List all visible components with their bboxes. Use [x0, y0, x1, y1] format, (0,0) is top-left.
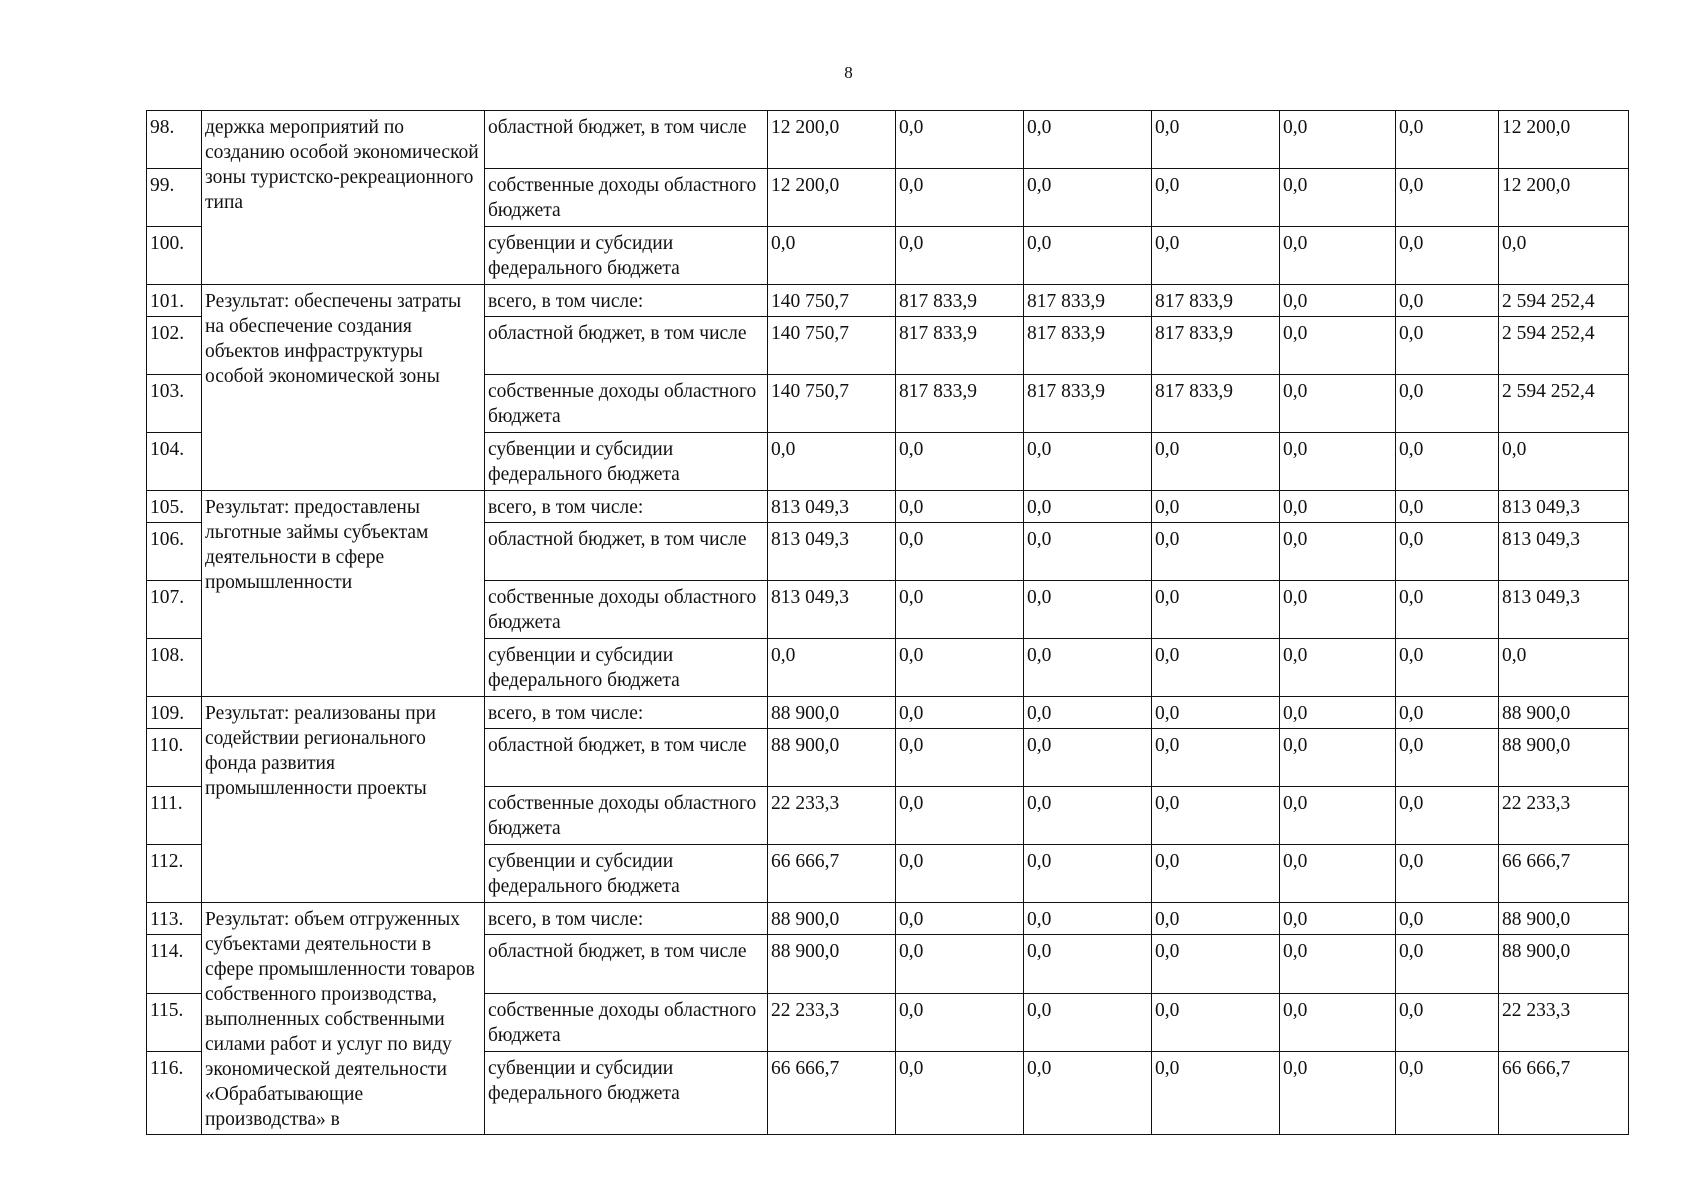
value-cell: 0,0 [1396, 375, 1499, 433]
total-cell: 0,0 [1499, 433, 1629, 491]
funding-source: всего, в том числе: [485, 697, 768, 729]
value-cell: 0,0 [1280, 1052, 1396, 1135]
funding-source: субвенции и субсидии федерального бюджета [485, 1052, 768, 1135]
value-cell: 0,0 [1396, 169, 1499, 227]
value-cell: 0,0 [1396, 845, 1499, 903]
value-cell: 0,0 [768, 639, 896, 697]
value-cell: 813 049,3 [768, 491, 896, 523]
row-number: 115. [147, 993, 202, 1052]
total-cell: 66 666,7 [1499, 845, 1629, 903]
value-cell: 140 750,7 [768, 317, 896, 375]
row-number: 112. [147, 845, 202, 903]
value-cell: 0,0 [1152, 935, 1280, 994]
value-cell: 817 833,9 [1152, 375, 1280, 433]
total-cell: 813 049,3 [1499, 581, 1629, 639]
value-cell: 12 200,0 [768, 111, 896, 169]
row-number: 113. [147, 903, 202, 935]
funding-source: собственные доходы областного бюджета [485, 787, 768, 845]
total-cell: 813 049,3 [1499, 491, 1629, 523]
funding-source: областной бюджет, в том числе [485, 523, 768, 581]
total-cell: 0,0 [1499, 639, 1629, 697]
value-cell: 0,0 [1024, 111, 1152, 169]
row-number: 110. [147, 729, 202, 787]
funding-source: субвенции и субсидии федерального бюджета [485, 227, 768, 285]
value-cell: 817 833,9 [1024, 317, 1152, 375]
value-cell: 0,0 [1396, 317, 1499, 375]
value-cell: 0,0 [896, 111, 1024, 169]
row-description: держка мероприятий по созданию особой экономической зоны туристско-рекреационного типа [202, 111, 485, 285]
funding-source: областной бюджет, в том числе [485, 935, 768, 994]
row-number: 106. [147, 523, 202, 581]
value-cell: 817 833,9 [1024, 285, 1152, 317]
value-cell: 0,0 [1024, 1052, 1152, 1135]
value-cell: 0,0 [1024, 491, 1152, 523]
row-number: 107. [147, 581, 202, 639]
value-cell: 0,0 [896, 581, 1024, 639]
value-cell: 0,0 [896, 729, 1024, 787]
value-cell: 0,0 [1152, 227, 1280, 285]
value-cell: 0,0 [1152, 111, 1280, 169]
value-cell: 813 049,3 [768, 581, 896, 639]
total-cell: 12 200,0 [1499, 169, 1629, 227]
value-cell: 0,0 [1396, 285, 1499, 317]
table-row [147, 111, 1629, 169]
funding-source: всего, в том числе: [485, 491, 768, 523]
total-cell: 88 900,0 [1499, 935, 1629, 994]
row-number: 114. [147, 935, 202, 994]
value-cell: 0,0 [1152, 787, 1280, 845]
row-description: Результат: предоставлены льготные займы субъектам деятельности в сфере промышленности [202, 491, 485, 697]
total-cell: 12 200,0 [1499, 111, 1629, 169]
value-cell: 817 833,9 [1152, 285, 1280, 317]
value-cell: 0,0 [896, 227, 1024, 285]
value-cell: 0,0 [1152, 845, 1280, 903]
funding-source: областной бюджет, в том числе [485, 317, 768, 375]
row-number: 104. [147, 433, 202, 491]
table-row [147, 903, 1629, 935]
value-cell: 0,0 [1280, 433, 1396, 491]
funding-source: субвенции и субсидии федерального бюджета [485, 433, 768, 491]
value-cell: 0,0 [1152, 1052, 1280, 1135]
value-cell: 0,0 [896, 935, 1024, 994]
value-cell: 0,0 [1152, 169, 1280, 227]
total-cell: 813 049,3 [1499, 523, 1629, 581]
row-description: Результат: объем отгруженных субъектами деятельности в сфере промышленности товаров собственного производства, выполненных собственными силами работ и услуг по виду экономической деятельности «Обрабатывающие производства» в [202, 903, 485, 1135]
value-cell: 88 900,0 [768, 935, 896, 994]
funding-source: собственные доходы областного бюджета [485, 581, 768, 639]
value-cell: 0,0 [1396, 729, 1499, 787]
row-number: 102. [147, 317, 202, 375]
value-cell: 817 833,9 [896, 285, 1024, 317]
funding-source: собственные доходы областного бюджета [485, 375, 768, 433]
value-cell: 0,0 [1024, 523, 1152, 581]
total-cell: 88 900,0 [1499, 903, 1629, 935]
value-cell: 0,0 [1396, 787, 1499, 845]
total-cell: 2 594 252,4 [1499, 317, 1629, 375]
value-cell: 0,0 [1396, 935, 1499, 994]
value-cell: 0,0 [1396, 639, 1499, 697]
value-cell: 813 049,3 [768, 523, 896, 581]
value-cell: 0,0 [1024, 729, 1152, 787]
value-cell: 0,0 [1280, 317, 1396, 375]
total-cell: 66 666,7 [1499, 1052, 1629, 1135]
value-cell: 0,0 [1280, 285, 1396, 317]
funding-source: всего, в том числе: [485, 903, 768, 935]
table-row [147, 491, 1629, 523]
value-cell: 66 666,7 [768, 1052, 896, 1135]
value-cell: 140 750,7 [768, 375, 896, 433]
value-cell: 0,0 [1280, 935, 1396, 994]
value-cell: 0,0 [1024, 227, 1152, 285]
row-number: 109. [147, 697, 202, 729]
value-cell: 0,0 [1280, 729, 1396, 787]
budget-table [146, 110, 1629, 1135]
value-cell: 0,0 [1024, 935, 1152, 994]
value-cell: 0,0 [896, 491, 1024, 523]
row-number: 103. [147, 375, 202, 433]
row-number: 108. [147, 639, 202, 697]
funding-source: субвенции и субсидии федерального бюджета [485, 639, 768, 697]
value-cell: 0,0 [896, 523, 1024, 581]
value-cell: 0,0 [1152, 581, 1280, 639]
row-number: 116. [147, 1052, 202, 1135]
funding-source: областной бюджет, в том числе [485, 729, 768, 787]
value-cell: 0,0 [896, 993, 1024, 1052]
value-cell: 0,0 [1280, 227, 1396, 285]
value-cell: 88 900,0 [768, 729, 896, 787]
value-cell: 0,0 [896, 639, 1024, 697]
row-description: Результат: обеспечены затраты на обеспечение создания объектов инфраструктуры особой экономической зоны [202, 285, 485, 491]
value-cell: 12 200,0 [768, 169, 896, 227]
total-cell: 22 233,3 [1499, 787, 1629, 845]
value-cell: 0,0 [1396, 581, 1499, 639]
value-cell: 0,0 [1280, 523, 1396, 581]
value-cell: 0,0 [1024, 993, 1152, 1052]
total-cell: 2 594 252,4 [1499, 375, 1629, 433]
total-cell: 2 594 252,4 [1499, 285, 1629, 317]
value-cell: 0,0 [1024, 697, 1152, 729]
funding-source: всего, в том числе: [485, 285, 768, 317]
page-number: 8 [844, 63, 853, 82]
value-cell: 817 833,9 [1152, 317, 1280, 375]
value-cell: 0,0 [896, 169, 1024, 227]
value-cell: 0,0 [1280, 845, 1396, 903]
value-cell: 0,0 [1280, 491, 1396, 523]
row-number: 111. [147, 787, 202, 845]
value-cell: 0,0 [1152, 491, 1280, 523]
value-cell: 0,0 [1152, 433, 1280, 491]
value-cell: 0,0 [1024, 581, 1152, 639]
value-cell: 0,0 [1024, 639, 1152, 697]
value-cell: 88 900,0 [768, 903, 896, 935]
value-cell: 0,0 [1152, 993, 1280, 1052]
total-cell: 0,0 [1499, 227, 1629, 285]
row-number: 105. [147, 491, 202, 523]
funding-source: собственные доходы областного бюджета [485, 993, 768, 1052]
value-cell: 0,0 [896, 1052, 1024, 1135]
value-cell: 140 750,7 [768, 285, 896, 317]
value-cell: 0,0 [896, 697, 1024, 729]
value-cell: 0,0 [1152, 697, 1280, 729]
value-cell: 0,0 [1280, 903, 1396, 935]
value-cell: 0,0 [1396, 903, 1499, 935]
value-cell: 0,0 [1396, 523, 1499, 581]
total-cell: 22 233,3 [1499, 993, 1629, 1052]
value-cell: 0,0 [1396, 491, 1499, 523]
funding-source: собственные доходы областного бюджета [485, 169, 768, 227]
value-cell: 0,0 [1280, 787, 1396, 845]
value-cell: 0,0 [1280, 697, 1396, 729]
value-cell: 0,0 [896, 787, 1024, 845]
funding-source: областной бюджет, в том числе [485, 111, 768, 169]
funding-source: субвенции и субсидии федерального бюджета [485, 845, 768, 903]
value-cell: 0,0 [896, 433, 1024, 491]
row-description: Результат: реализованы при содействии регионального фонда развития промышленности проекты [202, 697, 485, 903]
value-cell: 0,0 [1396, 993, 1499, 1052]
value-cell: 0,0 [1280, 639, 1396, 697]
total-cell: 88 900,0 [1499, 697, 1629, 729]
value-cell: 0,0 [768, 433, 896, 491]
value-cell: 0,0 [1396, 433, 1499, 491]
value-cell: 0,0 [768, 227, 896, 285]
row-number: 98. [147, 111, 202, 169]
value-cell: 88 900,0 [768, 697, 896, 729]
value-cell: 817 833,9 [1024, 375, 1152, 433]
value-cell: 0,0 [1152, 729, 1280, 787]
value-cell: 0,0 [1396, 227, 1499, 285]
value-cell: 817 833,9 [896, 375, 1024, 433]
value-cell: 0,0 [1396, 111, 1499, 169]
value-cell: 0,0 [1024, 903, 1152, 935]
value-cell: 0,0 [1024, 433, 1152, 491]
value-cell: 0,0 [1280, 169, 1396, 227]
value-cell: 0,0 [1024, 845, 1152, 903]
value-cell: 817 833,9 [896, 317, 1024, 375]
total-cell: 88 900,0 [1499, 729, 1629, 787]
value-cell: 0,0 [1396, 1052, 1499, 1135]
value-cell: 0,0 [1024, 169, 1152, 227]
row-number: 101. [147, 285, 202, 317]
value-cell: 0,0 [1280, 111, 1396, 169]
value-cell: 0,0 [896, 903, 1024, 935]
value-cell: 22 233,3 [768, 993, 896, 1052]
value-cell: 0,0 [1280, 375, 1396, 433]
value-cell: 0,0 [1396, 697, 1499, 729]
row-number: 99. [147, 169, 202, 227]
table-row [147, 697, 1629, 729]
value-cell: 0,0 [1280, 993, 1396, 1052]
value-cell: 0,0 [1152, 903, 1280, 935]
value-cell: 66 666,7 [768, 845, 896, 903]
value-cell: 0,0 [1024, 787, 1152, 845]
value-cell: 0,0 [1152, 523, 1280, 581]
value-cell: 22 233,3 [768, 787, 896, 845]
row-number: 100. [147, 227, 202, 285]
value-cell: 0,0 [896, 845, 1024, 903]
value-cell: 0,0 [1152, 639, 1280, 697]
table-row [147, 285, 1629, 317]
value-cell: 0,0 [1280, 581, 1396, 639]
